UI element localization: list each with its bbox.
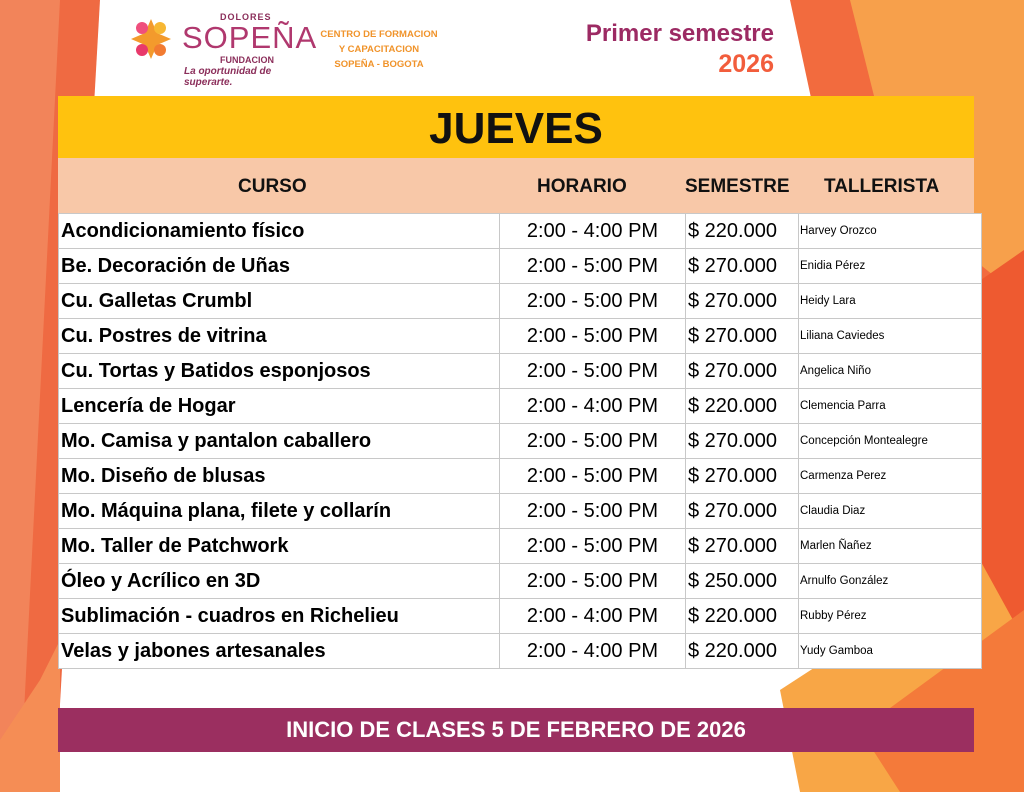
course-price: $ 270.000 — [686, 424, 799, 459]
course-instructor: Arnulfo González — [799, 564, 982, 599]
course-name: Cu. Postres de vitrina — [59, 319, 500, 354]
start-date-banner: INICIO DE CLASES 5 DE FEBRERO DE 2026 — [58, 708, 974, 752]
course-price: $ 270.000 — [686, 354, 799, 389]
course-schedule: 2:00 - 5:00 PM — [500, 494, 686, 529]
table-row — [59, 249, 982, 284]
table-row — [59, 494, 982, 529]
sopena-star-icon — [126, 14, 176, 64]
course-name: Mo. Taller de Patchwork — [59, 529, 500, 564]
course-price: $ 270.000 — [686, 284, 799, 319]
header-course: CURSO — [238, 176, 307, 197]
course-instructor: Angelica Niño — [799, 354, 982, 389]
logo-name: SOPEÑA — [182, 20, 318, 55]
course-schedule: 2:00 - 4:00 PM — [500, 599, 686, 634]
course-name: Sublimación - cuadros en Richelieu — [59, 599, 500, 634]
course-name: Mo. Camisa y pantalon caballero — [59, 424, 500, 459]
header-price: SEMESTRE — [685, 176, 790, 197]
course-instructor: Liliana Caviedes — [799, 319, 982, 354]
course-instructor: Marlen Ñañez — [799, 529, 982, 564]
course-schedule: 2:00 - 4:00 PM — [500, 389, 686, 424]
course-instructor: Concepción Montealegre — [799, 424, 982, 459]
logo-sub-text: FUNDACION — [220, 55, 274, 65]
course-name: Velas y jabones artesanales — [59, 634, 500, 669]
course-name: Lencería de Hogar — [59, 389, 500, 424]
course-instructor: Carmenza Perez — [799, 459, 982, 494]
course-price: $ 250.000 — [686, 564, 799, 599]
center-name: CENTRO DE FORMACION Y CAPACITACION SOPEÑA - BOGOTA — [320, 29, 438, 70]
course-name: Cu. Tortas y Batidos esponjosos — [59, 354, 500, 389]
semester-year: 2026 — [718, 50, 774, 78]
semester-title: Primer semestre — [585, 20, 774, 47]
course-price: $ 220.000 — [686, 214, 799, 249]
table-row — [59, 529, 982, 564]
course-schedule: 2:00 - 5:00 PM — [500, 424, 686, 459]
course-name: Cu. Galletas Crumbl — [59, 284, 500, 319]
course-price: $ 270.000 — [686, 249, 799, 284]
course-instructor: Enidia Pérez — [799, 249, 982, 284]
course-price: $ 270.000 — [686, 494, 799, 529]
course-instructor: Clemencia Parra — [799, 389, 982, 424]
course-name: Mo. Máquina plana, filete y collarín — [59, 494, 500, 529]
course-schedule: 2:00 - 5:00 PM — [500, 529, 686, 564]
course-price: $ 270.000 — [686, 459, 799, 494]
table-row — [59, 354, 982, 389]
sopena-logo — [112, 10, 322, 88]
course-instructor: Yudy Gamboa — [799, 634, 982, 669]
course-name: Óleo y Acrílico en 3D — [59, 564, 500, 599]
course-price: $ 220.000 — [686, 599, 799, 634]
course-schedule: 2:00 - 5:00 PM — [500, 319, 686, 354]
course-price: $ 220.000 — [686, 634, 799, 669]
course-instructor: Claudia Diaz — [799, 494, 982, 529]
header-instructor: TALLERISTA — [824, 176, 940, 197]
logo-top-text: DOLORES — [220, 12, 272, 22]
day-banner: JUEVES — [58, 96, 974, 158]
course-schedule: 2:00 - 5:00 PM — [500, 459, 686, 494]
semester-label — [586, 20, 774, 79]
course-name: Mo. Diseño de blusas — [59, 459, 500, 494]
table-row — [59, 424, 982, 459]
course-instructor: Harvey Orozco — [799, 214, 982, 249]
table-row — [59, 459, 982, 494]
course-schedule: 2:00 - 5:00 PM — [500, 284, 686, 319]
course-schedule: 2:00 - 5:00 PM — [500, 249, 686, 284]
header-schedule: HORARIO — [537, 176, 627, 197]
course-schedule: 2:00 - 5:00 PM — [500, 354, 686, 389]
course-price: $ 270.000 — [686, 529, 799, 564]
course-schedule: 2:00 - 4:00 PM — [500, 214, 686, 249]
table-row — [59, 599, 982, 634]
course-schedule: 2:00 - 4:00 PM — [500, 634, 686, 669]
table-row — [59, 214, 982, 249]
course-schedule: 2:00 - 5:00 PM — [500, 564, 686, 599]
table-row — [59, 319, 982, 354]
table-header — [58, 158, 974, 213]
course-table — [58, 213, 982, 669]
course-name: Be. Decoración de Uñas — [59, 249, 500, 284]
logo-slogan: La oportunidad de superarte. — [184, 66, 272, 88]
table-row — [59, 389, 982, 424]
course-instructor: Heidy Lara — [799, 284, 982, 319]
course-price: $ 220.000 — [686, 389, 799, 424]
course-instructor: Rubby Pérez — [799, 599, 982, 634]
course-price: $ 270.000 — [686, 319, 799, 354]
table-row — [59, 634, 982, 669]
table-row — [59, 564, 982, 599]
course-name: Acondicionamiento físico — [59, 214, 500, 249]
table-row — [59, 284, 982, 319]
